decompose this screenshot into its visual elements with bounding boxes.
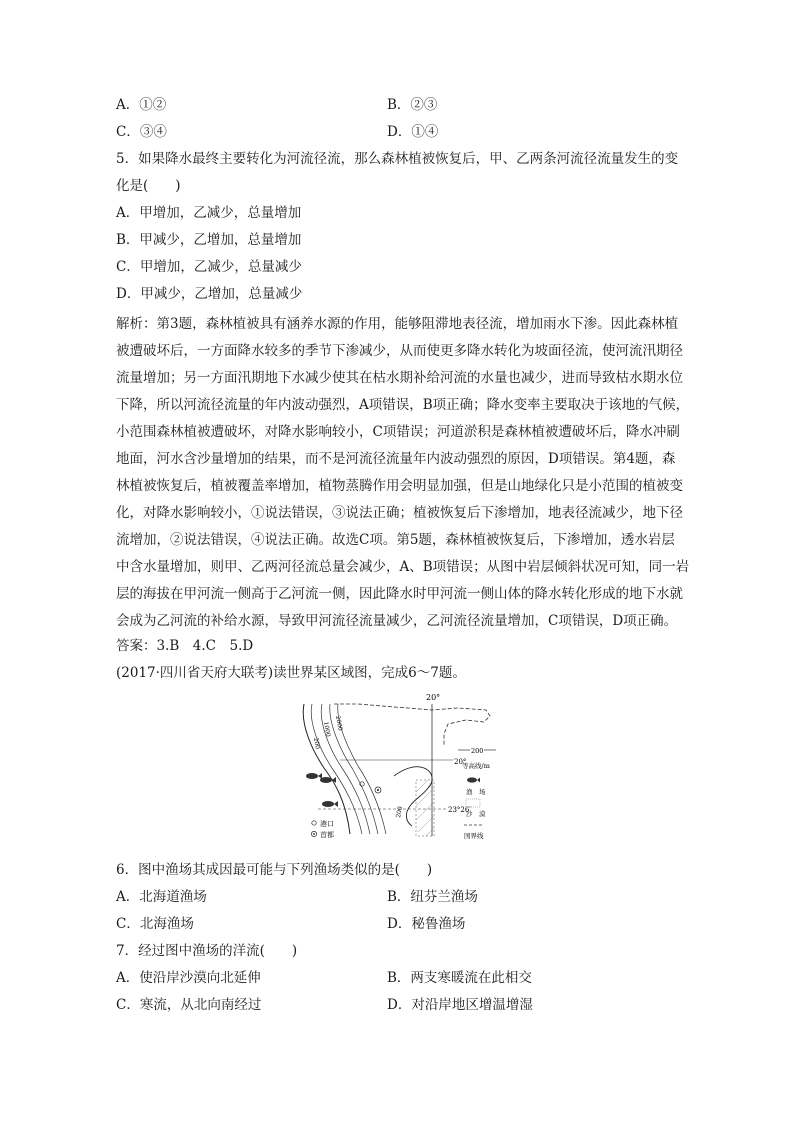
analysis-line: 中含水量增加，则甲、乙两河径流总量会减少，A、B项错误；从图中岩层倾斜状况可知，同一岩: [116, 559, 690, 575]
contour-label-200-coast: 200: [395, 805, 404, 819]
legend-fish-icon: [467, 777, 480, 782]
q6-option-a: A．北海道渔场: [116, 889, 207, 905]
fish-icon: [306, 773, 322, 779]
legend-desert-label: 沙 漠: [466, 810, 486, 818]
q4-option-b: B．②③: [387, 97, 438, 113]
q7-option-a: A．使沿岸沙漠向北延伸: [116, 970, 261, 986]
analysis-line: 层的海拔在甲河流一侧高于乙河流一侧，因此降水时甲河流一侧山体的降水转化形成的地下水就: [116, 586, 683, 602]
q6-option-d: D．秘鲁渔场: [387, 916, 466, 932]
legend-capital-icon: [311, 831, 316, 836]
analysis-line: 小范围森林植被遭破坏，对降水影响较小，C项错误；河道淤积是森林植被遭破坏后，降水冲刷: [116, 424, 680, 440]
lat-label-mid: 20°: [454, 758, 467, 766]
analysis-line: 林植被恢复后，植被覆盖率增加，植物蒸腾作用会明显加强，但是山地绿化只是小范围的植被变: [116, 478, 683, 494]
lat-label-tropic: 23°26′: [448, 806, 471, 814]
legend-border-label: 国界线: [464, 832, 484, 840]
q4-option-a: A．①②: [116, 97, 167, 113]
analysis-line: 解析：第3题，森林植被具有涵养水源的作用，能够阻滞地表径流，增加雨水下渗。因此森林植: [116, 316, 679, 332]
legend-port-icon: [312, 821, 316, 825]
q7-option-d: D．对沿岸地区增温增湿: [387, 997, 533, 1013]
q7-option-c: C．寒流，从北向南经过: [116, 997, 262, 1013]
desert-hatch: [416, 802, 434, 820]
analysis-paragraph: [116, 311, 696, 635]
q5-option-c: C．甲增加，乙减少，总量减少: [116, 259, 302, 275]
analysis-line: 被遭破坏后，一方面降水较多的季节下渗减少，从而使更多降水转化为坡面径流，使河流汛期径: [116, 343, 683, 359]
legend-fish-label: 渔 场: [466, 788, 486, 796]
analysis-line: 地面，河水含沙量增加的结果，而不是河流径流量年内波动强烈的原因，D项错误。第4题，森: [116, 451, 676, 467]
q6-option-b: B．纽芬兰渔场: [387, 889, 478, 905]
analysis-line: 化，对降水影响较小，①说法错误，③说法正确；植被恢复后下渗增加，地表径流减少，地下径: [116, 505, 683, 521]
section-intro: (2017·四川省天府大联考)读世界某区域图，完成6～7题。: [116, 665, 466, 681]
legend-contour-label: 等高线/m: [462, 762, 490, 770]
legend-contour-value: 200: [471, 747, 484, 755]
contour-label-2000: 2000: [334, 715, 344, 732]
contour-label-1000: 1000: [322, 721, 332, 738]
capital-icon: [375, 787, 381, 793]
contour-inner: [338, 704, 386, 834]
q5-option-d: D．甲减少，乙增加，总量减少: [116, 286, 303, 302]
border-line: [334, 704, 490, 746]
desert-area: [416, 780, 434, 836]
contour-label-200: 200: [312, 737, 321, 750]
q6-stem: 6．图中渔场其成因最可能与下列渔场类似的是( ): [116, 862, 433, 878]
q7-stem: 7．经过图中渔场的洋流( ): [116, 943, 298, 959]
analysis-line: 下降，所以河流径流量的年内波动强烈，A项错误，B项正确；降水变率主要取决于该地的气候，: [116, 397, 690, 413]
q4-option-c: C．③④: [116, 124, 167, 140]
answer-line: 答案：3.B 4.C 5.D: [116, 638, 254, 654]
analysis-line: 会成为乙河流的补给水源，导致甲河流径流量减少，乙河流径流量增加，C项错误，D项正确。: [116, 613, 678, 629]
legend-port-label: 港口: [320, 820, 334, 828]
q6-option-c: C．北海渔场: [116, 916, 194, 932]
q4-option-d: D．①④: [387, 124, 439, 140]
analysis-line: 流增加，②说法错误，④说法正确。故选C项。第5题，森林植被恢复后，下渗增加，透水岩层: [116, 532, 675, 548]
q7-option-b: B．两支寒暖流在此相交: [387, 970, 532, 986]
region-map: [298, 688, 518, 848]
q5-stem-line2: 化是( ): [116, 178, 181, 194]
fish-icon: [322, 801, 338, 807]
q5-option-a: A．甲增加，乙减少，总量增加: [116, 205, 302, 221]
lat-label-top: 20°: [426, 693, 441, 702]
desert-hatch: [426, 828, 434, 836]
legend-capital-label: 首都: [320, 831, 334, 839]
q5-stem-line1: 5．如果降水最终主要转化为河流径流，那么森林植被恢复后，甲、乙两条河流径流量发生的变: [116, 151, 679, 167]
analysis-line: 流量增加；另一方面汛期地下水减少使其在枯水期补给河流的水量也减少，进而导致枯水期水位: [116, 370, 683, 386]
q5-option-b: B．甲减少，乙增加，总量增加: [116, 232, 302, 248]
